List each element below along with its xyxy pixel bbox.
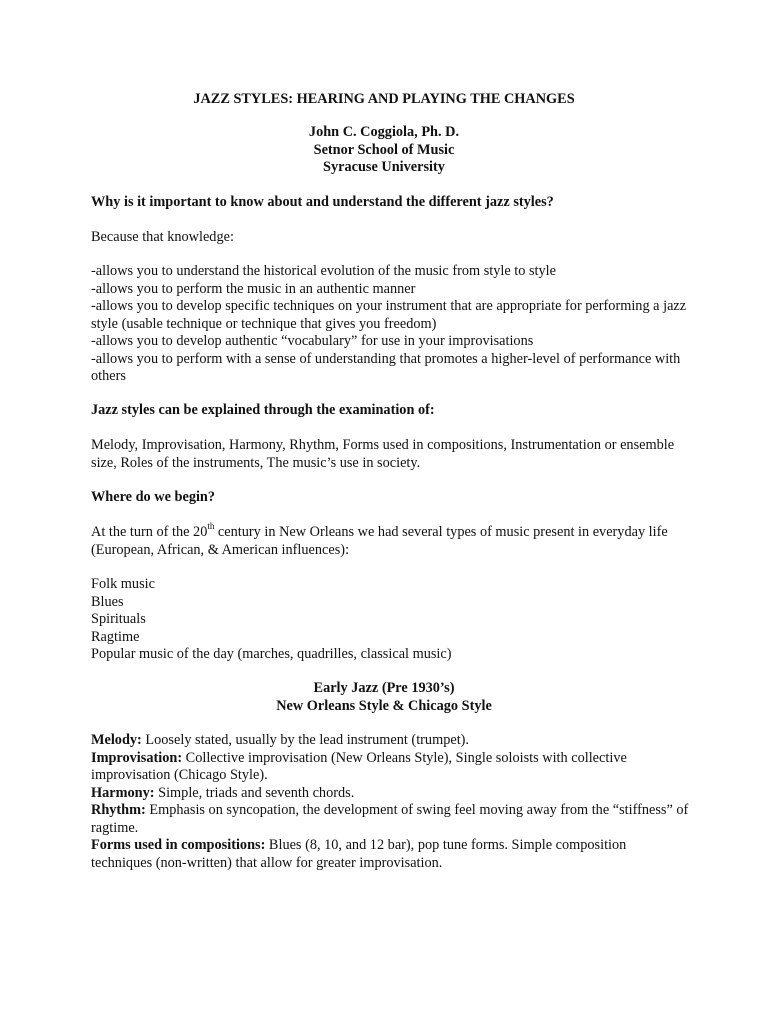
turn-text-post: century in New Orleans we had several types of music present in everyday life (European, African, & American influences): [91, 524, 668, 558]
superscript-th: th [207, 521, 215, 532]
detail-rhythm [91, 802, 691, 837]
list-item: -allows you to perform the music in an authentic manner [91, 280, 416, 297]
list-item: -allows you to understand the historical evolution of the music from style to style [91, 263, 556, 279]
list-item: -allows you to develop authentic “vocabulary” for use in your improvisations [91, 333, 534, 349]
turn-of-century-text [91, 521, 691, 559]
list-item: -allows you to develop specific techniques on your instrument that are appropriate for performing a jazz style (usable technique or technique that gives you freedom) [91, 298, 687, 332]
detail-text: Collective improvisation (New Orleans Style), Single soloists with collective improvisation (Chicago Style). [91, 749, 627, 783]
music-types-list [91, 576, 691, 664]
detail-label: Melody: [91, 732, 142, 748]
detail-harmony [91, 785, 691, 803]
explained-text: Melody, Improvisation, Harmony, Rhythm, Forms used in compositions, Instrumentation or ensemble size, Roles of the instruments, The music’s use in society. [91, 437, 675, 471]
detail-label: Improvisation: [91, 749, 183, 766]
explained-heading: Jazz styles can be explained through the examination of: [91, 402, 435, 418]
author-university: Syracuse University [323, 159, 445, 175]
detail-melody [91, 732, 691, 750]
because-text: Because that knowledge: [91, 229, 234, 245]
list-item: Popular music of the day (marches, quadrilles, classical music) [91, 646, 452, 662]
turn-text-pre: At the turn of the 20 [91, 524, 208, 540]
early-jazz-heading [0, 680, 768, 715]
list-item: Spirituals [91, 611, 146, 627]
detail-text: Loosely stated, usually by the lead instrument (trumpet). [141, 732, 469, 748]
detail-text: Emphasis on syncopation, the development of swing feel moving away from the “stiffness” of ragtime. [91, 802, 689, 836]
detail-text: Blues (8, 10, and 12 bar), pop tune forms. Simple composition techniques (non-written) that allow for greater improvisation. [91, 837, 627, 871]
detail-improvisation [91, 750, 691, 785]
knowledge-list [91, 263, 691, 386]
author-name: John C. Coggiola, Ph. D. [308, 124, 460, 140]
author-block [0, 124, 768, 177]
list-item: Ragtime [91, 628, 140, 645]
early-jazz-subtitle: New Orleans Style & Chicago Style [276, 697, 492, 714]
list-item: -allows you to perform with a sense of understanding that promotes a higher-level of performance with others [91, 350, 681, 384]
detail-label: Forms used in compositions: [91, 837, 266, 853]
document-title: JAZZ STYLES: HEARING AND PLAYING THE CHANGES [193, 91, 575, 107]
detail-label: Harmony: [91, 784, 155, 801]
detail-text: Simple, triads and seventh chords. [154, 784, 355, 801]
detail-forms [91, 837, 691, 872]
question-heading: Why is it important to know about and understand the different jazz styles? [91, 194, 554, 210]
author-school: Setnor School of Music [313, 141, 455, 158]
list-item: Blues [91, 593, 124, 610]
early-jazz-details [91, 732, 691, 872]
detail-label: Rhythm: [91, 802, 146, 818]
begin-heading: Where do we begin? [91, 489, 216, 505]
list-item: Folk music [91, 576, 155, 592]
early-jazz-title: Early Jazz (Pre 1930’s) [313, 680, 455, 696]
